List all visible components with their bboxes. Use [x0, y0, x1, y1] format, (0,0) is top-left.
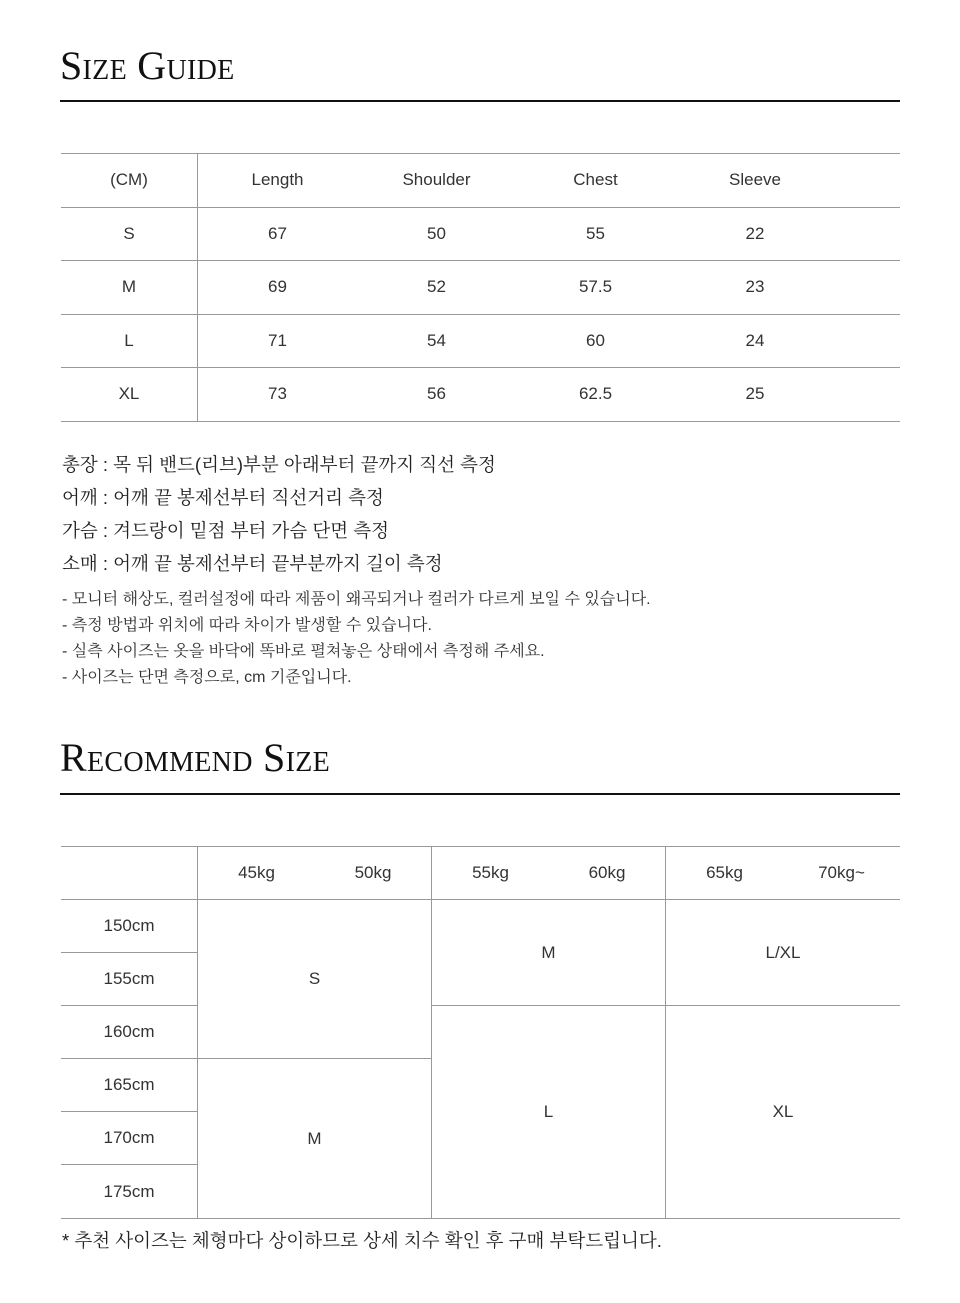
note-shoulder: 어깨 : 어깨 끝 봉제선부터 직선거리 측정 [62, 487, 384, 508]
size-table-row [61, 208, 900, 262]
recommend-size-cell: S [198, 900, 432, 1059]
chest-value: 62.5 [578, 384, 613, 404]
note-chest: 가슴 : 겨드랑이 밑점 부터 가슴 단면 측정 [62, 520, 390, 541]
disclaimer-monitor: - 모니터 해상도, 컬러설정에 따라 제품이 왜곡되거나 컬러가 다르게 보일 수 있습니다. [62, 591, 651, 608]
disclaimer-notes [62, 587, 651, 691]
weight-header: 60kg [549, 847, 666, 900]
height-label: 175cm [61, 1165, 198, 1219]
recommend-size-title: Recommend Size [60, 735, 330, 780]
size-label: M [61, 261, 198, 314]
recommend-corner-cell [61, 847, 198, 900]
length-value: 71 [268, 330, 287, 350]
recommend-footnote: * 추천 사이즈는 체형마다 상이하므로 상세 치수 확인 후 구매 부탁드립니다. [62, 1230, 662, 1251]
weight-header: 65kg [666, 847, 783, 900]
shoulder-value: 54 [427, 330, 446, 350]
sleeve-value: 23 [745, 277, 765, 297]
size-table-chest-header: Chest [573, 170, 618, 190]
size-table-row [61, 315, 900, 369]
recommend-size-cell: L [432, 1006, 666, 1219]
size-label: L [61, 315, 198, 368]
size-table-unit-header: (CM) [61, 154, 198, 207]
disclaimer-method: - 측정 방법과 위치에 따라 차이가 발생할 수 있습니다. [62, 617, 432, 634]
chest-value: 55 [586, 223, 605, 243]
note-sleeve: 소매 : 어깨 끝 봉제선부터 끝부분까지 길이 측정 [62, 553, 443, 574]
height-label: 150cm [61, 900, 198, 953]
recommend-size-cell: M [432, 900, 666, 1006]
shoulder-value: 56 [427, 384, 446, 404]
weight-header: 70kg~ [783, 847, 900, 900]
size-label: S [61, 208, 198, 261]
weight-header: 50kg [315, 847, 432, 900]
size-table-header-row [61, 154, 900, 208]
size-label: XL [61, 368, 198, 421]
weight-header: 45kg [198, 847, 315, 900]
size-guide-title: Size Guide [60, 43, 235, 88]
height-label: 160cm [61, 1006, 198, 1059]
note-length: 총장 : 목 뒤 밴드(리브)부분 아래부터 끝까지 직선 측정 [62, 454, 496, 475]
recommend-size-cell: L/XL [666, 900, 900, 1006]
length-value: 73 [268, 384, 287, 404]
shoulder-value: 50 [427, 223, 446, 243]
disclaimer-flat: - 실측 사이즈는 옷을 바닥에 똑바로 펼쳐놓은 상태에서 측정해 주세요. [62, 643, 545, 660]
sleeve-value: 24 [745, 330, 765, 350]
chest-value: 60 [586, 330, 605, 350]
recommend-size-cell: M [198, 1059, 432, 1219]
size-guide-title-rule [60, 100, 900, 102]
size-table-shoulder-header: Shoulder [402, 170, 471, 190]
sleeve-value: 22 [745, 223, 765, 243]
recommend-size-table [61, 846, 900, 1219]
size-table-sleeve-header: Sleeve [729, 170, 781, 190]
size-table-row [61, 368, 900, 422]
height-label: 170cm [61, 1112, 198, 1165]
recommend-size-title-rule [60, 793, 900, 795]
length-value: 67 [268, 223, 287, 243]
size-table-row [61, 261, 900, 315]
shoulder-value: 52 [427, 277, 446, 297]
size-table-length-header: Length [251, 170, 304, 190]
height-label: 165cm [61, 1059, 198, 1112]
recommend-size-cell: XL [666, 1006, 900, 1219]
disclaimer-unit: - 사이즈는 단면 측정으로, cm 기준입니다. [62, 669, 352, 686]
size-guide-table [61, 153, 900, 422]
sleeve-value: 25 [745, 384, 765, 404]
chest-value: 57.5 [578, 277, 613, 297]
height-label: 155cm [61, 953, 198, 1006]
weight-header: 55kg [432, 847, 549, 900]
length-value: 69 [268, 277, 287, 297]
measurement-notes [62, 448, 496, 580]
